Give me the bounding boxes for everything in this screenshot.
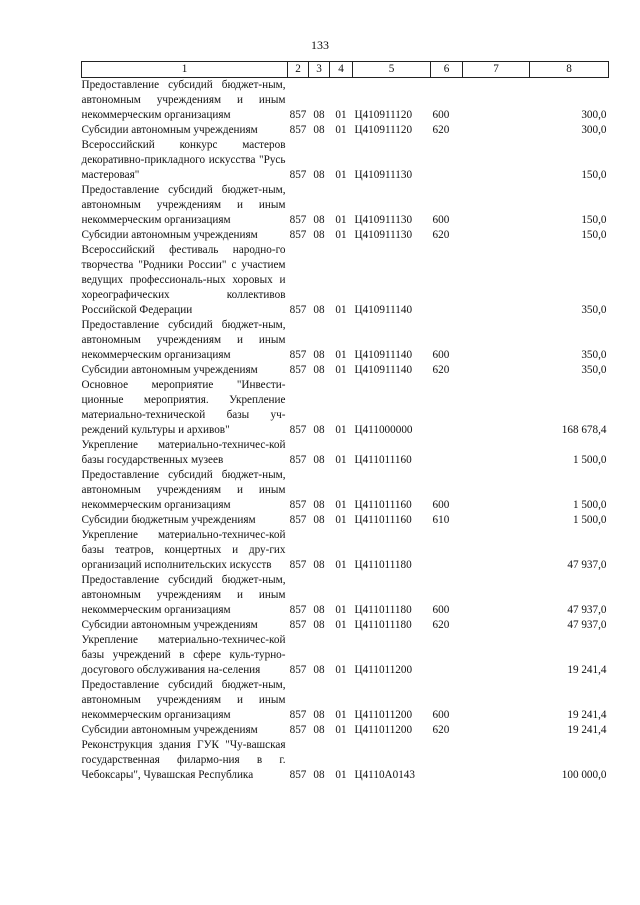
section-code: 08 bbox=[313, 169, 325, 181]
item-name: Всероссийский конкурс мастеров декоративно-прикладного искусства "Русь мастеровая" bbox=[81, 139, 286, 181]
subsection-code: 01 bbox=[335, 304, 347, 316]
section-code: 08 bbox=[313, 109, 325, 121]
item-name: Субсидии автономным учреждениям bbox=[81, 364, 258, 376]
subsection-code: 01 bbox=[335, 424, 347, 436]
column-7 bbox=[463, 318, 530, 363]
column-7 bbox=[463, 78, 530, 124]
section-code: 08 bbox=[313, 559, 325, 571]
amount: 350,0 bbox=[581, 364, 607, 376]
amount: 150,0 bbox=[581, 229, 607, 241]
section-code: 08 bbox=[313, 214, 325, 226]
subsection-code: 01 bbox=[335, 229, 347, 241]
amount: 19 241,4 bbox=[567, 664, 607, 676]
table-row bbox=[82, 528, 609, 573]
item-name: Предоставление субсидий бюджет-ным, автономным учреждениям и иным некоммерческим организациям bbox=[81, 469, 286, 511]
table-row bbox=[82, 123, 609, 138]
expense-type-code bbox=[431, 243, 463, 318]
item-name: Субсидии автономным учреждениям bbox=[81, 229, 258, 241]
col-header-5: 5 bbox=[353, 62, 431, 78]
col-header-6: 6 bbox=[431, 62, 463, 78]
amount: 1 500,0 bbox=[572, 454, 607, 466]
section-code: 08 bbox=[313, 724, 325, 736]
col-header-8: 8 bbox=[530, 62, 609, 78]
column-7 bbox=[463, 633, 530, 678]
ministry-code: 857 bbox=[289, 709, 307, 721]
col-header-4: 4 bbox=[330, 62, 353, 78]
target-article-code: Ц411011180 bbox=[354, 619, 412, 631]
target-article-code: Ц411011180 bbox=[354, 604, 412, 616]
amount: 47 937,0 bbox=[567, 604, 607, 616]
column-7 bbox=[463, 573, 530, 618]
section-code: 08 bbox=[313, 304, 325, 316]
table-row bbox=[82, 378, 609, 438]
item-name: Укрепление материально-техничес-кой базы театров, концертных и дру-гих организаций исполнительских искусств bbox=[81, 529, 286, 571]
table-row bbox=[82, 633, 609, 678]
column-7 bbox=[463, 738, 530, 783]
subsection-code: 01 bbox=[335, 559, 347, 571]
target-article-code: Ц410911130 bbox=[354, 169, 413, 181]
col-header-3: 3 bbox=[309, 62, 330, 78]
item-name: Субсидии бюджетным учреждениям bbox=[81, 514, 256, 526]
amount: 100 000,0 bbox=[561, 769, 607, 781]
ministry-code: 857 bbox=[289, 499, 307, 511]
section-code: 08 bbox=[313, 604, 325, 616]
table-row bbox=[82, 513, 609, 528]
item-name: Предоставление субсидий бюджет-ным, автономным учреждениям и иным некоммерческим организациям bbox=[81, 679, 286, 721]
column-7 bbox=[463, 183, 530, 228]
col-header-7: 7 bbox=[463, 62, 530, 78]
target-article-code: Ц4110А0143 bbox=[354, 769, 415, 781]
table-row bbox=[82, 678, 609, 723]
ministry-code: 857 bbox=[289, 664, 307, 676]
ministry-code: 857 bbox=[289, 169, 307, 181]
item-name: Субсидии автономным учреждениям bbox=[81, 124, 258, 136]
target-article-code: Ц410911120 bbox=[354, 109, 413, 121]
column-7 bbox=[463, 363, 530, 378]
target-article-code: Ц411011160 bbox=[354, 499, 412, 511]
ministry-code: 857 bbox=[289, 619, 307, 631]
target-article-code: Ц411011200 bbox=[354, 709, 413, 721]
column-7 bbox=[463, 378, 530, 438]
amount: 300,0 bbox=[581, 124, 607, 136]
table-row bbox=[82, 723, 609, 738]
item-name: Основное мероприятие "Инвести-ционные мероприятия. Укрепление материально-технической базы уч-реждений культуры и архивов" bbox=[81, 379, 286, 436]
column-7 bbox=[463, 513, 530, 528]
expense-type-code bbox=[431, 138, 463, 183]
item-name: Предоставление субсидий бюджет-ным, автономным учреждениям и иным некоммерческим организациям bbox=[81, 319, 286, 361]
ministry-code: 857 bbox=[289, 304, 307, 316]
target-article-code: Ц410911140 bbox=[354, 304, 413, 316]
ministry-code: 857 bbox=[289, 724, 307, 736]
ministry-code: 857 bbox=[289, 214, 307, 226]
subsection-code: 01 bbox=[335, 169, 347, 181]
table-row bbox=[82, 738, 609, 783]
item-name: Субсидии автономным учреждениям bbox=[81, 619, 258, 631]
expense-type-code: 600 bbox=[432, 349, 450, 361]
item-name: Предоставление субсидий бюджет-ным, автономным учреждениям и иным некоммерческим организациям bbox=[81, 79, 286, 121]
column-7 bbox=[463, 618, 530, 633]
section-code: 08 bbox=[313, 514, 325, 526]
expense-type-code bbox=[431, 528, 463, 573]
section-code: 08 bbox=[313, 229, 325, 241]
expense-type-code: 620 bbox=[432, 364, 450, 376]
target-article-code: Ц411000000 bbox=[354, 424, 413, 436]
ministry-code: 857 bbox=[289, 769, 307, 781]
ministry-code: 857 bbox=[289, 559, 307, 571]
item-name: Предоставление субсидий бюджет-ным, автономным учреждениям и иным некоммерческим организациям bbox=[81, 574, 286, 616]
target-article-code: Ц410911130 bbox=[354, 229, 413, 241]
amount: 300,0 bbox=[581, 109, 607, 121]
item-name: Всероссийский фестиваль народно-го творчества "Родники России" с участием ведущих профессиональ-ных хоровых и хореографических коллективов Российской Федерации bbox=[81, 244, 286, 316]
column-7 bbox=[463, 243, 530, 318]
subsection-code: 01 bbox=[335, 619, 347, 631]
section-code: 08 bbox=[313, 124, 325, 136]
target-article-code: Ц410911120 bbox=[354, 124, 413, 136]
subsection-code: 01 bbox=[335, 364, 347, 376]
subsection-code: 01 bbox=[335, 349, 347, 361]
amount: 350,0 bbox=[581, 304, 607, 316]
section-code: 08 bbox=[313, 709, 325, 721]
table-row bbox=[82, 618, 609, 633]
column-7 bbox=[463, 138, 530, 183]
column-7 bbox=[463, 678, 530, 723]
expense-type-code: 600 bbox=[432, 109, 450, 121]
table-row bbox=[82, 228, 609, 243]
ministry-code: 857 bbox=[289, 349, 307, 361]
subsection-code: 01 bbox=[335, 499, 347, 511]
item-name: Предоставление субсидий бюджет-ным, автономным учреждениям и иным некоммерческим организациям bbox=[81, 184, 286, 226]
column-7 bbox=[463, 228, 530, 243]
amount: 168 678,4 bbox=[561, 424, 607, 436]
subsection-code: 01 bbox=[335, 724, 347, 736]
table-row bbox=[82, 468, 609, 513]
header-row bbox=[82, 62, 609, 78]
amount: 350,0 bbox=[581, 349, 607, 361]
subsection-code: 01 bbox=[335, 109, 347, 121]
amount: 150,0 bbox=[581, 169, 607, 181]
target-article-code: Ц410911130 bbox=[354, 214, 413, 226]
target-article-code: Ц411011160 bbox=[354, 514, 412, 526]
table-row bbox=[82, 363, 609, 378]
target-article-code: Ц411011200 bbox=[354, 664, 413, 676]
target-article-code: Ц411011180 bbox=[354, 559, 412, 571]
ministry-code: 857 bbox=[289, 229, 307, 241]
column-7 bbox=[463, 468, 530, 513]
section-code: 08 bbox=[313, 349, 325, 361]
expense-type-code: 620 bbox=[432, 724, 450, 736]
subsection-code: 01 bbox=[335, 709, 347, 721]
section-code: 08 bbox=[313, 424, 325, 436]
expense-type-code bbox=[431, 438, 463, 468]
amount: 150,0 bbox=[581, 214, 607, 226]
col-header-1: 1 bbox=[82, 62, 288, 78]
target-article-code: Ц410911140 bbox=[354, 349, 413, 361]
column-7 bbox=[463, 723, 530, 738]
col-header-2: 2 bbox=[288, 62, 309, 78]
ministry-code: 857 bbox=[289, 364, 307, 376]
table-body bbox=[82, 78, 609, 784]
table-row bbox=[82, 183, 609, 228]
table-row bbox=[82, 438, 609, 468]
page-number: 133 bbox=[311, 38, 329, 52]
amount: 19 241,4 bbox=[567, 709, 607, 721]
expense-type-code: 620 bbox=[432, 229, 450, 241]
amount: 19 241,4 bbox=[567, 724, 607, 736]
ministry-code: 857 bbox=[289, 424, 307, 436]
expense-type-code: 600 bbox=[432, 709, 450, 721]
section-code: 08 bbox=[313, 619, 325, 631]
expense-type-code: 620 bbox=[432, 124, 450, 136]
expense-type-code: 600 bbox=[432, 604, 450, 616]
subsection-code: 01 bbox=[335, 604, 347, 616]
ministry-code: 857 bbox=[289, 604, 307, 616]
amount: 47 937,0 bbox=[567, 619, 607, 631]
ministry-code: 857 bbox=[289, 109, 307, 121]
subsection-code: 01 bbox=[335, 454, 347, 466]
expense-type-code: 610 bbox=[432, 514, 450, 526]
expense-type-code: 600 bbox=[432, 214, 450, 226]
section-code: 08 bbox=[313, 769, 325, 781]
item-name: Укрепление материально-техничес-кой базы государственных музеев bbox=[81, 439, 286, 466]
ministry-code: 857 bbox=[289, 514, 307, 526]
table-row bbox=[82, 138, 609, 183]
table-row bbox=[82, 78, 609, 124]
ministry-code: 857 bbox=[289, 454, 307, 466]
expense-type-code: 620 bbox=[432, 619, 450, 631]
expense-type-code bbox=[431, 633, 463, 678]
section-code: 08 bbox=[313, 364, 325, 376]
amount: 1 500,0 bbox=[572, 514, 607, 526]
table-row bbox=[82, 573, 609, 618]
item-name: Укрепление материально-техничес-кой базы учреждений в сфере куль-турно-досугового обслуживания на-селения bbox=[81, 634, 286, 676]
column-7 bbox=[463, 123, 530, 138]
column-7 bbox=[463, 438, 530, 468]
item-name: Реконструкция здания ГУК "Чу-вашская государственная филармо-ния в г. Чебоксары", Чувашская Республика bbox=[81, 739, 286, 781]
target-article-code: Ц410911140 bbox=[354, 364, 413, 376]
subsection-code: 01 bbox=[335, 664, 347, 676]
amount: 1 500,0 bbox=[572, 499, 607, 511]
expense-type-code: 600 bbox=[432, 499, 450, 511]
column-7 bbox=[463, 528, 530, 573]
section-code: 08 bbox=[313, 454, 325, 466]
section-code: 08 bbox=[313, 664, 325, 676]
budget-table bbox=[81, 61, 609, 783]
ministry-code: 857 bbox=[289, 124, 307, 136]
table-row bbox=[82, 318, 609, 363]
table-row bbox=[82, 243, 609, 318]
subsection-code: 01 bbox=[335, 514, 347, 526]
item-name: Субсидии автономным учреждениям bbox=[81, 724, 258, 736]
target-article-code: Ц411011160 bbox=[354, 454, 412, 466]
target-article-code: Ц411011200 bbox=[354, 724, 413, 736]
subsection-code: 01 bbox=[335, 769, 347, 781]
expense-type-code bbox=[431, 738, 463, 783]
subsection-code: 01 bbox=[335, 214, 347, 226]
section-code: 08 bbox=[313, 499, 325, 511]
amount: 47 937,0 bbox=[567, 559, 607, 571]
subsection-code: 01 bbox=[335, 124, 347, 136]
expense-type-code bbox=[431, 378, 463, 438]
